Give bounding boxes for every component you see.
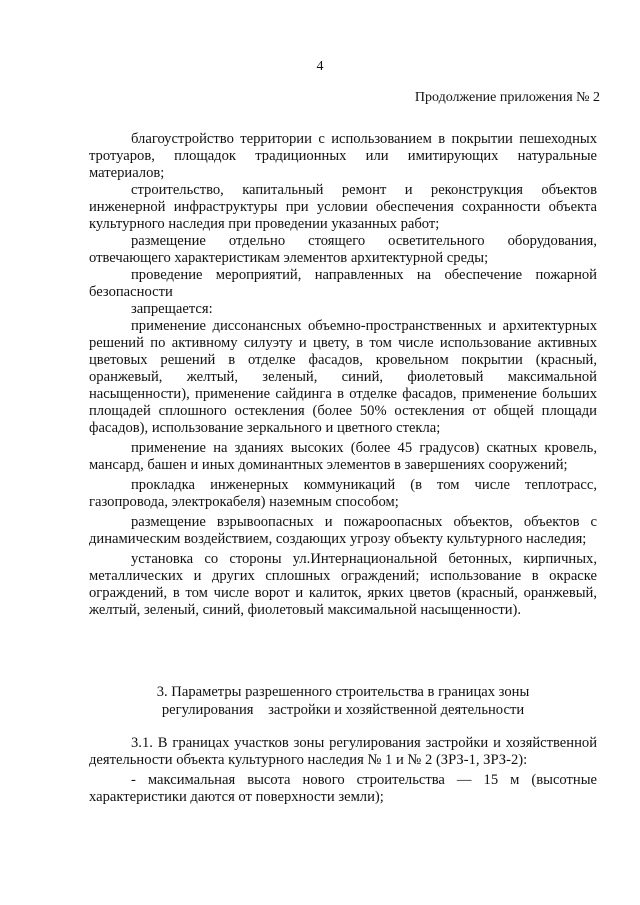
paragraph-utilities: прокладка инженерных коммуникаций (в том числе теплотрасс, газопровода, электрокабеля) наземным способом; xyxy=(89,477,597,510)
paragraph-fire-safety: проведение мероприятий, направленных на обеспечение пожарной безопасности xyxy=(89,267,597,300)
paragraph-lighting: размещение отдельно стоящего осветительного оборудования, отвечающего характеристикам элементов архитектурной среды; xyxy=(89,233,597,266)
appendix-continuation-label: Продолжение приложения № 2 xyxy=(414,90,600,105)
paragraph-hazardous-objects: размещение взрывоопасных и пожароопасных объектов, объектов с динамическим воздействием, создающих угрозу объекту культурного наследия; xyxy=(89,514,597,547)
permitted-prohibited-list xyxy=(89,131,597,619)
section-3-heading-line-2: регулирования застройки и хозяйственной деятельности xyxy=(161,702,525,718)
section-3-body xyxy=(89,735,597,806)
paragraph-landscaping: благоустройство территории с использованием в покрытии пешеходных тротуаров, площадок традиционных или имитирующих натуральные материалов; xyxy=(89,131,597,181)
paragraph-fences: установка со стороны ул.Интернациональной бетонных, кирпичных, металлических и других сплошных ограждений; использование в окраске ограждений, в том числе ворот и калиток, ярких цветов (красный, оранжевый, желтый, зеленый, синий, фиолетовый максимальной насыщенности). xyxy=(89,551,597,618)
paragraph-prohibited-heading: запрещается: xyxy=(131,301,213,317)
section-3-heading xyxy=(89,683,597,719)
paragraph-dissonant-solutions: применение диссонансных объемно-пространственных и архитектурных решений по активному силуэту и цвету, в том числе использование активных цветовых решений в отделке фасадов, кровельном покрытии (красный, оранжевый, желтый, зеленый, синий, фиолетовый максимальной насыщенности), применение сайдинга в отделке фасадов, применение больших площадей сплошного остекления (более 50% остекления от общей площади фасадов), использование зеркального и цветного стекла; xyxy=(89,318,597,436)
paragraph-steep-roofs: применение на зданиях высоких (более 45 градусов) скатных кровель, мансард, башен и иных доминантных элементов в завершениях сооружений; xyxy=(89,440,597,473)
page-number: 4 xyxy=(316,59,324,74)
paragraph-engineering-infrastructure: строительство, капитальный ремонт и реконструкция объектов инженерной инфраструктуры при условии обеспечения сохранности объекта культурного наследия при проведении указанных работ; xyxy=(89,182,597,232)
paragraph-max-height: - максимальная высота нового строительства — 15 м (высотные характеристики даются от поверхности земли); xyxy=(89,772,597,805)
section-3-heading-line-1: 3. Параметры разрешенного строительства в границах зоны xyxy=(156,684,530,700)
paragraph-3-1: 3.1. В границах участков зоны регулирования застройки и хозяйственной деятельности объекта культурного наследия № 1 и № 2 (ЗРЗ-1, ЗРЗ-2): xyxy=(89,735,597,768)
